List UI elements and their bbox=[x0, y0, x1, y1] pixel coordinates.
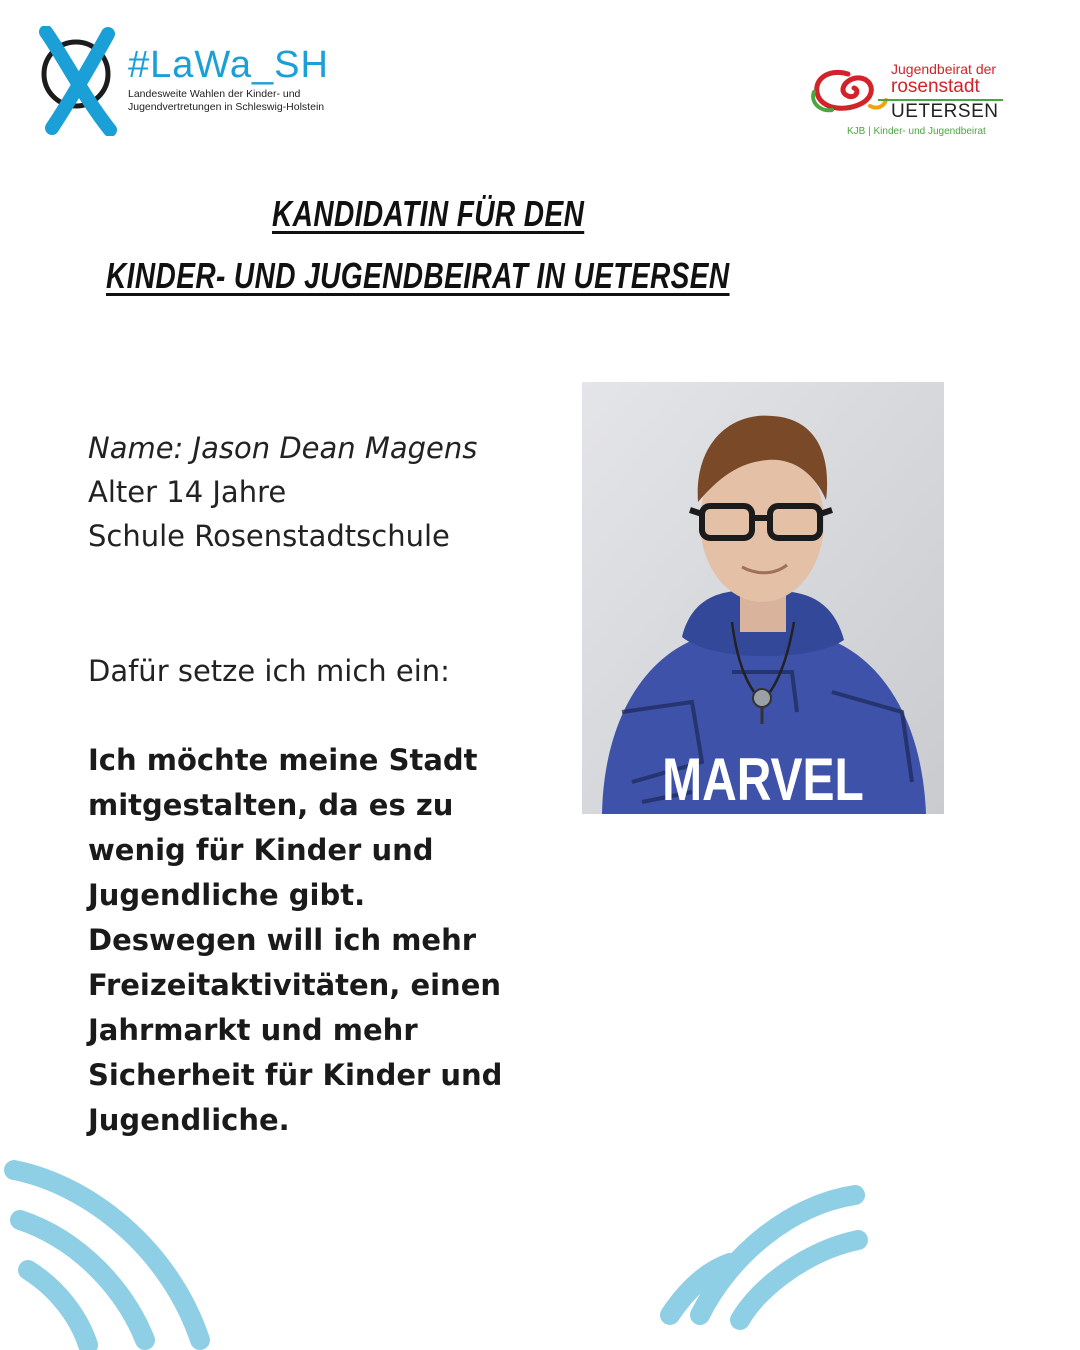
kjb-line4: KJB | Kinder- und Jugendbeirat bbox=[847, 126, 986, 137]
candidate-school: Schule Rosenstadtschule bbox=[88, 519, 450, 553]
kjb-line2: rosenstadt bbox=[891, 76, 980, 97]
commitment-label: Dafür setze ich mich ein: bbox=[88, 654, 450, 688]
title-line-1: KANDIDATIN FÜR DEN bbox=[272, 193, 585, 234]
kjb-line1: Jugendbeirat der bbox=[891, 61, 997, 77]
ballot-cross-icon bbox=[38, 26, 128, 136]
kjb-line3: UETERSEN bbox=[891, 101, 999, 122]
lawa-hashtag: #LaWa_SH bbox=[128, 44, 329, 86]
decorative-swoosh-left bbox=[0, 1140, 230, 1350]
decorative-swoosh-right bbox=[650, 1175, 880, 1335]
candidate-age: Alter 14 Jahre bbox=[88, 475, 287, 509]
commitment-statement: Ich möchte meine Stadt mitgestalten, da es zu wenig für Kinder und Jugendliche gibt. Deswegen will ich mehr Freizeitaktivitäten, einen Jahrmarkt und mehr Sicherheit für Kinder und Jugendliche. bbox=[88, 743, 503, 1137]
rose-icon bbox=[808, 66, 888, 116]
title-line-2: KINDER- UND JUGENDBEIRAT IN UETERSEN bbox=[106, 255, 730, 296]
candidate-photo bbox=[582, 382, 944, 814]
shirt-text: MARVEL bbox=[662, 745, 864, 814]
lawa-subtitle: Landesweite Wahlen der Kinder- und Jugendvertretungen in Schleswig-Holstein bbox=[128, 88, 325, 113]
candidate-name: Name: Jason Dean Magens bbox=[88, 431, 478, 465]
